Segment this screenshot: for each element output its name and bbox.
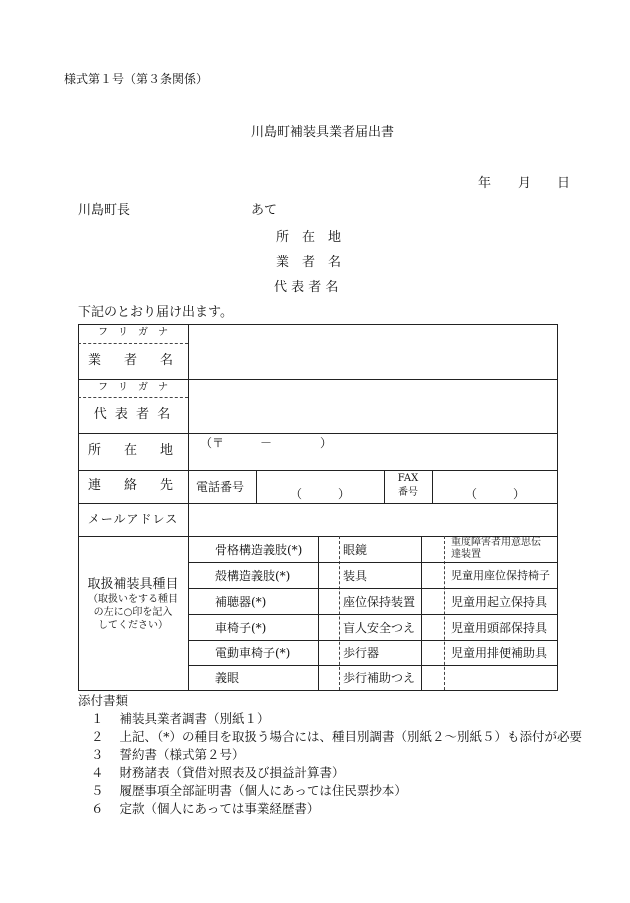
type-item: 座位保持装置 bbox=[343, 594, 416, 609]
attachment-text: 誓約書（様式第２号） bbox=[119, 747, 245, 762]
type-item-line: 重度障害者用意思伝 bbox=[451, 537, 541, 548]
attachment-text: 財務諸表（貸借対照表及び損益計算書） bbox=[119, 765, 345, 780]
types-col-divider bbox=[318, 536, 319, 690]
attachments-section bbox=[78, 692, 582, 818]
type-item: 歩行補助つえ bbox=[343, 671, 416, 685]
attachment-text: 補装具業者調書（別紙１） bbox=[119, 711, 270, 726]
date-day: 日 bbox=[557, 176, 571, 191]
types-col-divider bbox=[421, 536, 422, 690]
attachment-item bbox=[78, 800, 582, 818]
attachment-item bbox=[78, 746, 582, 764]
type-item: 電動車椅子(*) bbox=[215, 646, 291, 660]
type-item: 盲人安全つえ bbox=[343, 620, 416, 635]
fax-label-line-2: 番号 bbox=[398, 486, 418, 498]
attachment-item bbox=[78, 710, 582, 728]
furigana-label-1: フ リ ガ ナ bbox=[98, 327, 168, 339]
type-item bbox=[451, 537, 541, 561]
rep-name-label: 代 表 者 名 bbox=[93, 406, 173, 422]
postal-code-field[interactable]: （〒 － ） bbox=[200, 435, 333, 450]
date-year: 年 bbox=[478, 176, 492, 191]
applicant-address-label: 所 在 地 bbox=[276, 230, 342, 245]
type-item: 眼鏡 bbox=[343, 542, 368, 557]
attachment-text: 上記、（*）の種目を取扱う場合には、種目別調書（別紙２～別紙５）も添付が必要 bbox=[119, 729, 583, 744]
furigana-label-2: フ リ ガ ナ bbox=[98, 381, 168, 393]
addressee-suffix: あて bbox=[251, 203, 278, 218]
type-item-line: 達装置 bbox=[451, 549, 481, 560]
address-label: 所 在 地 bbox=[87, 443, 178, 459]
attachment-text: 定款（個人にあっては事業経歴書） bbox=[119, 801, 320, 816]
form-number: 様式第１号（第３条関係） bbox=[64, 72, 209, 86]
types-title: 取扱補装具種目 bbox=[87, 576, 179, 592]
intro-text: 下記のとおり届け出ます。 bbox=[78, 305, 233, 320]
table-border-bottom bbox=[78, 690, 558, 691]
type-item: 歩行器 bbox=[343, 646, 380, 660]
attachments-heading: 添付書類 bbox=[78, 693, 129, 708]
attachment-item bbox=[78, 728, 582, 746]
attachment-item bbox=[78, 764, 582, 782]
type-item: 児童用頭部保持具 bbox=[451, 620, 548, 635]
type-item: 殻構造義肢(*) bbox=[215, 568, 291, 583]
page-title: 川島町補装具業者届出書 bbox=[251, 125, 395, 140]
attachment-number: １ bbox=[91, 711, 104, 726]
types-note-line-3: してください） bbox=[98, 620, 168, 632]
types-mark-divider bbox=[339, 536, 340, 690]
applicant-rep-label: 代 表 者 名 bbox=[274, 280, 339, 295]
type-item: 車椅子(*) bbox=[215, 620, 267, 635]
types-mark-divider bbox=[444, 536, 445, 690]
types-note-line-1: （取扱いをする種目 bbox=[88, 594, 178, 606]
attachment-number: ４ bbox=[91, 765, 104, 780]
applicant-business-label: 業 者 名 bbox=[276, 255, 342, 270]
type-item: 義眼 bbox=[215, 671, 240, 685]
attachment-item bbox=[78, 782, 582, 800]
fax-field[interactable]: （ ） bbox=[464, 487, 525, 501]
email-label: メールアドレス bbox=[87, 512, 179, 526]
attachment-text: 履歴事項全部証明書（個人にあっては住民票抄本） bbox=[119, 783, 407, 798]
types-note-line-2: の左に○印を記入 bbox=[93, 607, 173, 619]
attachment-number: ６ bbox=[91, 801, 104, 816]
attachment-number: ５ bbox=[91, 783, 104, 798]
business-name-label: 業 者 名 bbox=[87, 352, 178, 368]
phone-field[interactable]: （ ） bbox=[289, 487, 350, 501]
addressee: 川島町長 bbox=[78, 203, 131, 218]
types-label-divider bbox=[188, 536, 189, 690]
contact-label: 連 絡 先 bbox=[87, 478, 178, 494]
type-item: 児童用排便補助具 bbox=[451, 646, 548, 660]
type-item: 補聴器(*) bbox=[215, 594, 267, 609]
attachment-number: ２ bbox=[91, 729, 104, 744]
attachment-number: ３ bbox=[91, 747, 104, 762]
type-item: 児童用起立保持具 bbox=[451, 594, 548, 609]
type-item: 骨格構造義肢(*) bbox=[215, 542, 303, 557]
label-column-divider bbox=[188, 324, 189, 536]
fax-label-line-1: FAX bbox=[397, 472, 419, 484]
date-month: 月 bbox=[518, 176, 532, 191]
type-item: 装具 bbox=[343, 568, 368, 583]
phone-label: 電話番号 bbox=[196, 480, 245, 494]
registration-form-table bbox=[78, 324, 558, 691]
type-item: 児童用座位保持椅子 bbox=[451, 569, 550, 582]
